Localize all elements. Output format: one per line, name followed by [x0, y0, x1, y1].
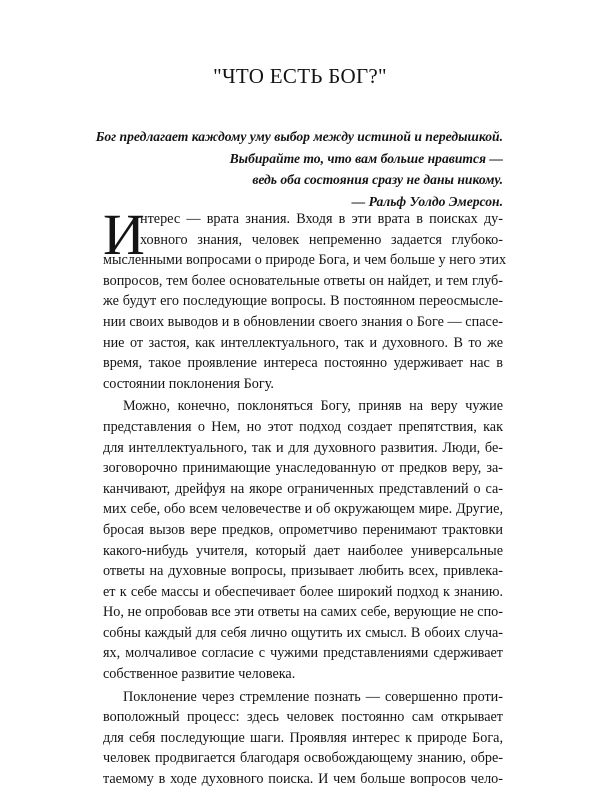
epigraph-attribution: — Ральф Уолдо Эмерсон. — [351, 193, 503, 209]
epigraph — [43, 126, 503, 212]
text-line: человек продвигается благодаря освобождающему знанию, обре- — [103, 750, 503, 767]
text-line: для себя последующие шаги. Проявляя интерес к природе Бога, — [103, 729, 503, 746]
text-line: же будут его последующие вопросы. В постоянном переосмысле- — [103, 293, 503, 310]
drop-cap: И — [103, 202, 145, 267]
chapter-title: "ЧТО ЕСТЬ БОГ?" — [213, 64, 387, 88]
text-line: мысленными вопросами о природе Бога, и чем больше у него этих — [103, 252, 507, 269]
body-text — [103, 202, 507, 790]
text-line: ние от застоя, как интеллектуального, так и духовного. В то же — [103, 334, 503, 351]
text-line: таемому в ходе духовного поиска. И чем больше вопросов чело- — [103, 771, 503, 788]
text-line: бросая вызов вере предков, опрометчиво перенимают трактовки — [103, 521, 503, 538]
text-line: Но, не опробовав все эти ответы на самих себе, верующие не спо- — [103, 604, 503, 621]
text-line: нтерес — врата знания. Входя в эти врата в поисках ду- — [140, 211, 503, 227]
text-line: мих себе, обо всем человечестве и об окружающем мире. Другие, — [103, 501, 503, 518]
paragraph-2 — [103, 396, 503, 684]
text-line: канчивают, дрейфуя на якоре ограниченных представлений о са- — [103, 480, 503, 497]
paragraph-3 — [103, 687, 503, 790]
text-line: ях, молчаливое согласие с чужими представлениями сдерживает — [103, 645, 503, 662]
text-line: для интеллектуального, так и для духовного развития. Люди, бе- — [103, 439, 503, 456]
text-line: ховного знания, человек непременно задается глубоко- — [140, 231, 503, 248]
text-line: зоговорочно принимающие унаследованную от предков веру, за- — [103, 460, 503, 477]
text-line: состоянии поклонения Богу. — [103, 375, 274, 392]
text-line: какого-нибудь учителя, который дает наиболее универсальные — [103, 542, 503, 559]
text-line: Можно, конечно, поклоняться Богу, приняв на веру чужие — [123, 398, 503, 415]
text-line: воположный процесс: здесь человек постоянно сам открывает — [103, 709, 503, 726]
text-line: ет к себе массы и обеспечивает более широкий подход к знанию. — [103, 583, 503, 600]
epigraph-line: Бог предлагает каждому уму выбор между истиной и передышкой. — [95, 129, 503, 144]
text-line: ответы на духовные вопросы, призывает любить всех, привлека- — [103, 563, 503, 580]
text-line: нии своих выводов и в обновлении своего знания о Боге — спасе- — [103, 313, 503, 330]
text-line: собны каждый для себя лично ощутить их смысл. В обоих случа- — [103, 624, 503, 641]
text-line: представления о Нем, но этот подход создает препятствия, как — [103, 418, 503, 435]
text-line: время, такое проявление интереса постоянно удерживает нас в — [103, 355, 503, 372]
paragraph-1 — [103, 202, 507, 394]
text-line: собственное развитие человека. — [103, 666, 296, 683]
text-line: вопросов, тем более основательные ответы он найдет, и тем глуб- — [103, 272, 503, 289]
epigraph-line: ведь оба состояния сразу не даны никому. — [252, 172, 503, 187]
epigraph-line: Выбирайте то, что вам больше нравится — — [229, 150, 503, 166]
text-line: Поклонение через стремление познать — совершенно проти- — [123, 688, 503, 705]
